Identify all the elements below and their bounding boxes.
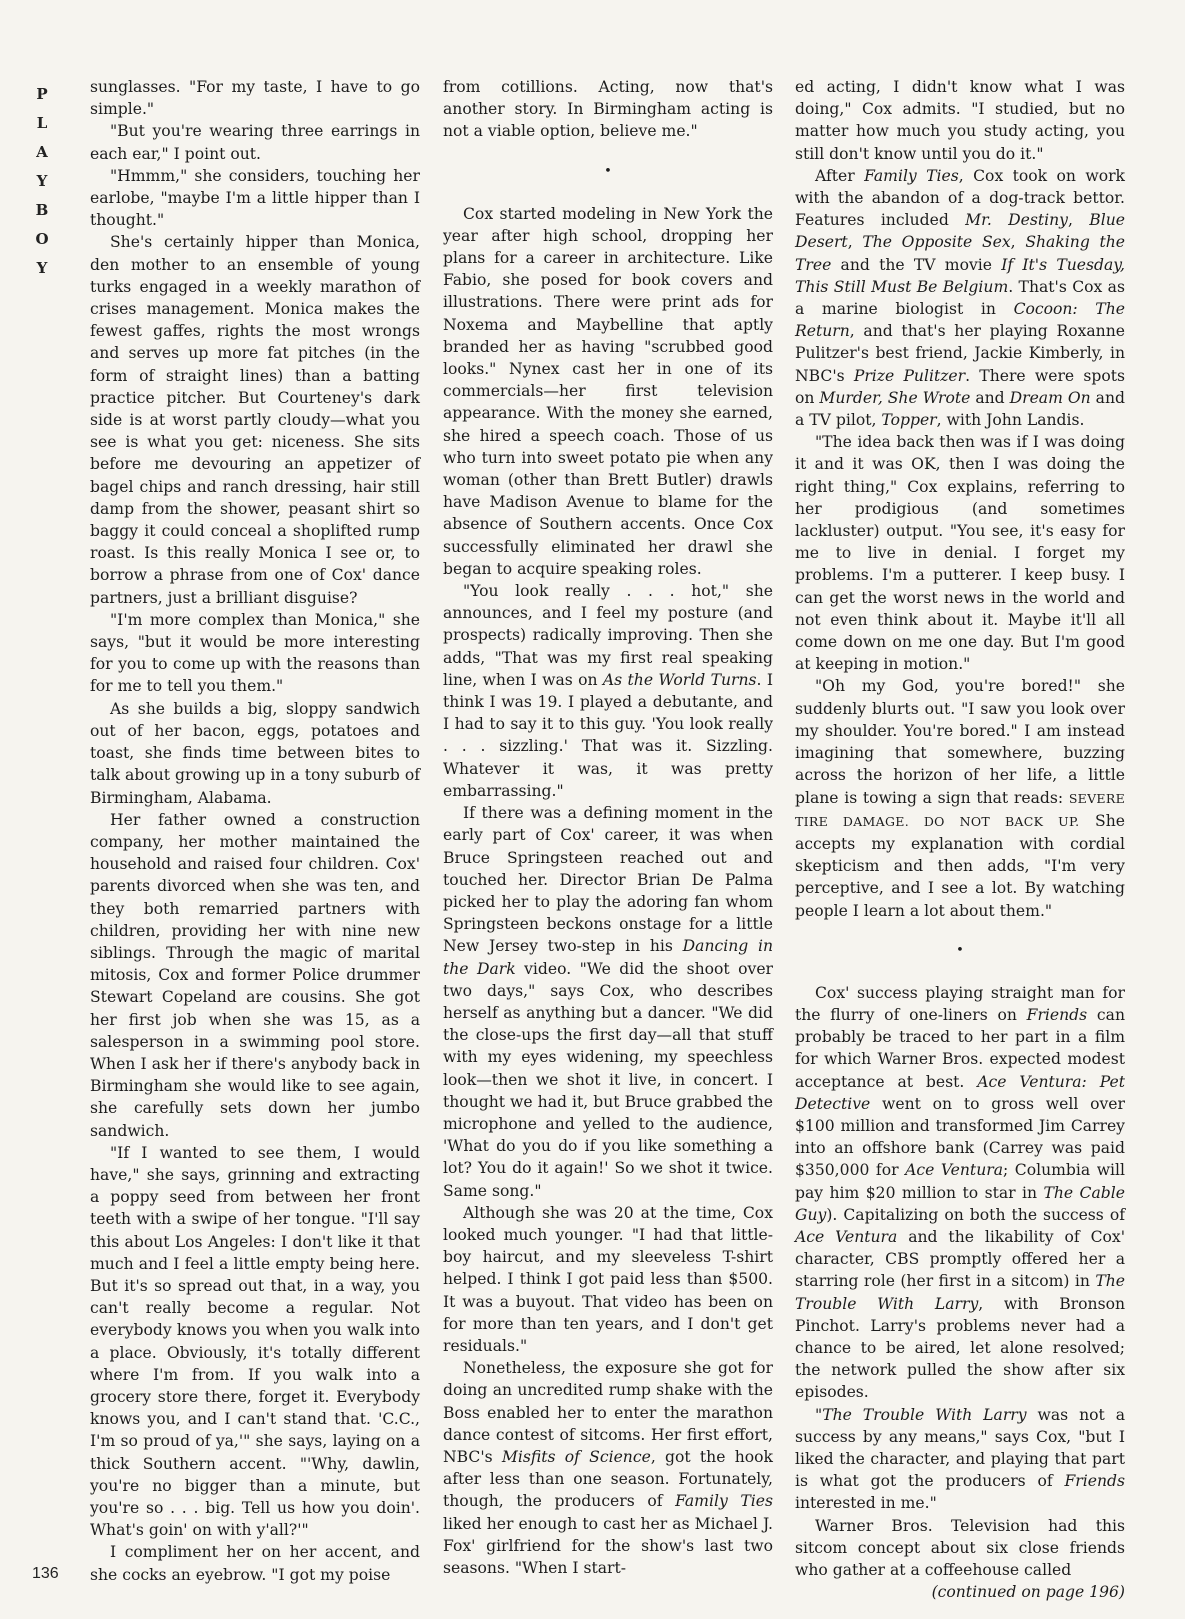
section-break-bullet: • bbox=[956, 942, 964, 958]
paragraph: Her father owned a construction company, her mother maintained the household and raised four children. Cox' parents divorced when she was ten, and they both remarried partners with children, providing her with nine new siblings. Through the magic of marital mitosis, Cox and former Police drummer Stewart Copeland are cousins. She got her first job when she was 15, as a salesperson in a swimming pool store. When I ask her if there's anybody back in Birmingham she would like to see again, she carefully sets down her jumbo sandwich. bbox=[90, 810, 420, 1140]
paragraph: "If I wanted to see them, I would have," she says, grinning and extracting a poppy seed from between her front teeth with a swipe of her tongue. "I'll say this about Los Angeles: I don't like it that much and I feel a little empty being here. But it's so spread out that, in a way, you can't really become a regular. Not everybody knows you when you walk into a place. Obviously, it's totally different where I'm from. If you walk into a grocery store there, forget it. Everybody knows you, and I can't stand that. 'C.C., I'm so proud of ya,'" she says, laying on a thick Southern accent. "'Why, dawlin, you're no bigger than a minute, but you're so . . . big. Tell us how you doin'. What's goin' on with y'all?'" bbox=[90, 1143, 420, 1540]
paragraph: Nonetheless, the exposure she got for doing an uncredited rump shake with the Boss enabled her to enter the marathon dance contest of sitcoms. Her first effort, NBC's Misfits of Science, got the hook after less than one season. Fortunately, though, the producers of Family Ties liked her enough to cast her as Michael J. Fox' girlfriend for the show's last two seasons. "When I start- bbox=[443, 1359, 773, 1577]
masthead-letter: Y bbox=[36, 259, 48, 277]
paragraph: After Family Ties, Cox took on work with the abandon of a dog-track bettor. Features included Mr. Destiny, Blue Desert, The Opposite Sex, Shaking the Tree and the TV movie If It's Tuesday, This Still Must Be Belgium. That's Cox as a marine biologist in Cocoon: The Return, and that's her playing Roxanne Pulitzer's best friend, Jackie Kimberly, in NBC's Prize Pulitzer. There were spots on Murder, She Wrote and Dream On and a TV pilot, Topper, with John Landis. bbox=[795, 166, 1126, 430]
paragraph: "Oh my God, you're bored!" she suddenly blurts out. "I saw you look over my shoulder. You're bored." I am instead imagining that somewhere, buzzing across the horizon of her life, a little plane is towing a sign that reads: SEVERE TIRE DAMAGE. DO NOT BACK UP. She accepts my explanation with cordial skepticism and then adds, "I'm very perceptive, and I see a lot. By watching people I learn a lot about them." bbox=[795, 677, 1125, 920]
masthead-letter: O bbox=[35, 230, 49, 248]
masthead-letter: A bbox=[36, 143, 48, 161]
paragraph: from cotillions. Acting, now that's another story. In Birmingham acting is not a viable option, believe me." bbox=[443, 78, 773, 141]
paragraph: ed acting, I didn't know what I was doing," Cox admits. "I studied, but no matter how much you study acting, you still don't know until you do it." bbox=[795, 78, 1125, 163]
paragraph: "But you're wearing three earrings in each ear," I point out. bbox=[90, 122, 420, 163]
paragraph: "I'm more complex than Monica," she says, "but it would be more interesting for you to come up with the reasons than for me to tell you them." bbox=[90, 610, 420, 696]
masthead-letter: L bbox=[36, 114, 48, 132]
paragraph: Although she was 20 at the time, Cox looked much younger. "I had that little-boy haircut, and my sleeveless T-shirt helped. I think I got paid less than $500. It was a buyout. That video has been on for more than ten years, and I don't get residuals." bbox=[443, 1203, 773, 1355]
article-column-1 bbox=[90, 76, 420, 1586]
masthead-letter: P bbox=[36, 85, 48, 103]
paragraph: I compliment her on her accent, and she cocks an eyebrow. "I got my poise bbox=[90, 1543, 420, 1584]
paragraph: Cox started modeling in New York the year after high school, dropping her plans for a career in architecture. Like Fabio, she posed for book covers and illustrations. There were print ads for Noxema and Maybelline that aptly branded her as having "scrubbed good looks." Nynex cast her in one of its commercials—her first television appearance. With the money she earned, she hired a speech coach. Those of us who turn into sweet potato pie when any woman (other than Brett Butler) drawls have Madison Avenue to blame for the absence of Southern accents. Once Cox successfully eliminated her drawl she began to acquire speaking roles. bbox=[443, 204, 773, 578]
paragraph: "Hmmm," she considers, touching her earlobe, "maybe I'm a little hipper than I thought." bbox=[90, 166, 420, 230]
paragraph: "You look really . . . hot," she announces, and I feel my posture (and prospects) radically improving. Then she adds, "That was my first real speaking line, when I was on As the World Turns. I think I was 19. I played a debutante, and I had to say it to this guy. 'You look really . . . sizzling.' That was it. Sizzling. Whatever it was, it was pretty embarrassing." bbox=[443, 582, 773, 800]
page-number: 136 bbox=[32, 1565, 59, 1582]
article-column-3 bbox=[795, 76, 1125, 1603]
paragraph: Cox' success playing straight man for the flurry of one-liners on Friends can probably be traced to her part in a film for which Warner Bros. expected modest acceptance at best. Ace Ventura: Pet Detective went on to gross well over $100 million and transformed Jim Carrey into an offshore bank (Carrey was paid $350,000 for Ace Ventura; Columbia will pay him $20 million to star in The Cable Guy). Capitalizing on both the success of Ace Ventura and the likability of Cox' character, CBS promptly offered her a starring role (her first in a sitcom) in The Trouble With Larry, with Bronson Pinchot. Larry's problems never had a chance to be aired, let alone resolved; the network pulled the show after six episodes. bbox=[795, 983, 1126, 1402]
section-break-bullet: • bbox=[604, 163, 612, 179]
paragraph: Warner Bros. Television had this sitcom concept about six close friends who gather at a coffeehouse called bbox=[795, 1516, 1125, 1579]
paragraph: If there was a defining moment in the early part of Cox' career, it was when Bruce Springsteen reached out and touched her. Director Brian De Palma picked her to play the adoring fan whom Springsteen beckons onstage for a little New Jersey two-step in his Dancing in the Dark video. "We did the shoot over two days," says Cox, who describes herself as anything but a dancer. "We did the close-ups the first day—all that stuff with my eyes widening, my speechless look—then we shot it live, in concert. I thought we had it, but Bruce grabbed the microphone and yelled to the audience, 'What do you do if you like something a lot? You do it again!' So we shot it twice. Same song." bbox=[443, 804, 774, 1200]
magazine-masthead-vertical bbox=[28, 80, 56, 283]
paragraph: sunglasses. "For my taste, I have to go simple." bbox=[90, 78, 420, 119]
paragraph: "The idea back then was if I was doing it and it was OK, then I was doing the right thing," Cox explains, referring to her prodigious (and sometimes lackluster) output. "You see, it's easy for me to live in denial. I forget my problems. I'm a putterer. I keep busy. I can get the worst news in the world and not even think about it. Maybe it'll all come down on me one day. But I'm good at keeping in motion." bbox=[795, 433, 1125, 674]
article-column-2 bbox=[443, 76, 773, 1579]
paragraph: As she builds a big, sloppy sandwich out of her bacon, eggs, potatoes and toast, she finds time between bites to talk about growing up in a tony suburb of Birmingham, Alabama. bbox=[90, 699, 420, 807]
paragraph: "The Trouble With Larry was not a success by any means," says Cox, "but I liked the character, and playing that part is what got the producers of Friends interested in me." bbox=[795, 1405, 1125, 1513]
masthead-letter: B bbox=[35, 201, 49, 219]
continued-note: (continued on page 196) bbox=[931, 1583, 1125, 1602]
masthead-letter: Y bbox=[36, 172, 48, 190]
paragraph: She's certainly hipper than Monica, den mother to an ensemble of young turks engaged in a weekly marathon of crises management. Monica makes the fewest gaffes, rights the most wrongs and serves up more fat pitches (in the form of straight lines) than a batting practice pitcher. But Courteney's dark side is at worst partly cloudy—what you see is what you get: niceness. She sits before me devouring an appetizer of bagel chips and ranch dressing, hair still damp from the shower, peasant shirt so baggy it could conceal a shoplifted rump roast. Is this really Monica I see or, to borrow a phrase from one of Cox' dance partners, just a brilliant disguise? bbox=[90, 233, 420, 607]
